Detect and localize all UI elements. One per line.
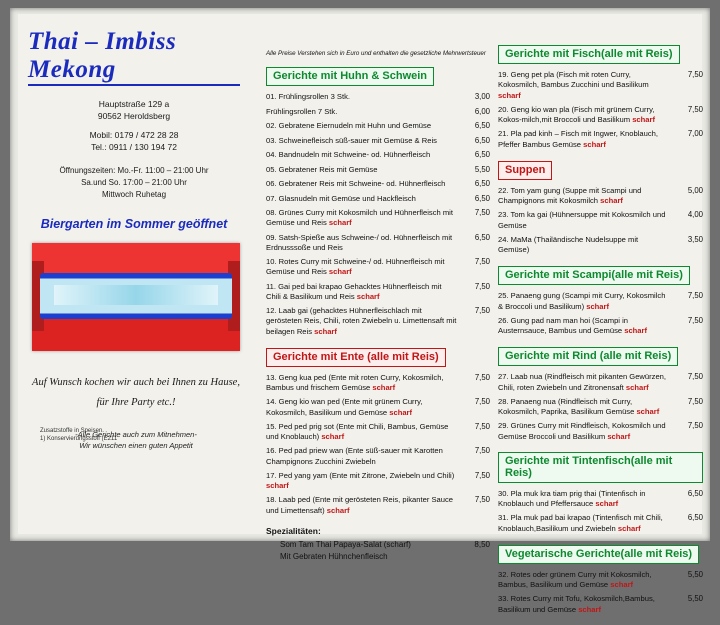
menu-item-price: 4,00: [687, 210, 703, 220]
additives-line-1: Zusatzstoffe in Speisen.: [40, 427, 104, 434]
menu-column-left: [266, 66, 490, 563]
menu-item-price: 7,50: [474, 257, 490, 267]
menu-item: [266, 179, 490, 190]
specialities-block: [266, 526, 490, 563]
additives-line-2: 1) Konservierungsstoff (E211: [40, 436, 118, 443]
menu-item-text: 29. Grünes Curry mit Rindfleisch, Kokosmilch und Gemüse Broccoli und Basilikum scharf: [498, 421, 666, 441]
catering-line-1: Auf Wunsch kochen wir auch bei Ihnen zu Hause,: [32, 377, 240, 389]
menu-item: [498, 235, 703, 256]
menu-item-price: 7,50: [687, 421, 703, 431]
menu-item: [266, 165, 490, 176]
spicy-label: scharf: [314, 326, 337, 336]
menu-section-scampi: [498, 265, 703, 336]
additives-footnote: [40, 427, 117, 444]
menu-item-price: 6,00: [474, 106, 490, 116]
spicy-label: scharf: [389, 407, 413, 417]
menu-item: [266, 495, 490, 516]
menu-item-price: 7,50: [474, 446, 490, 456]
menu-item-text: 10. Rotes Curry mit Schweine-/ od. Hühnerfleisch mit Gemüse und Reis scharf: [266, 257, 445, 277]
catering-note: [28, 373, 244, 413]
menu-item: [266, 257, 490, 278]
menu-item-text: 12. Laab gai (gehacktes Hühnerfleischlach mit gerösteten Reis, Chili, roten Zwiebeln u. Limettensaft mit beilagen Reis scharf: [266, 306, 457, 336]
menu-item: [498, 105, 703, 126]
menu-item-text: 24. MaMa (Thailändische Nudelsuppe mit Gemüse): [498, 234, 639, 254]
spicy-label: scharf: [326, 505, 350, 515]
menu-item-price: 6,50: [687, 513, 703, 523]
menu-item: [266, 136, 490, 147]
menu-item-text: 09. Satsh-Spieße aus Schweine-/ od. Hühnerfleisch mit Erdnusssoße und Reis: [266, 232, 453, 252]
menu-sheet: [18, 14, 703, 614]
menu-item-price: 7,50: [474, 470, 490, 480]
menu-item: [498, 129, 703, 150]
menu-item-price: 3,50: [687, 234, 703, 244]
menu-item-price: 7,50: [474, 306, 490, 316]
menu-item-text: 28. Panaeng nua (Rindfleisch mit Curry, Kokosmilch, Paprika, Basilikum Gemüse scharf: [498, 396, 660, 416]
spicy-label: scharf: [498, 90, 521, 100]
menu-item-price: 7,50: [474, 281, 490, 291]
speciality-price: 8,50: [474, 539, 490, 549]
section-heading-rind: Gerichte mit Rind (alle mit Reis): [498, 347, 678, 366]
menu-item-text: 30. Pla muk kra tiam prig thai (Tintenfisch in Knoblauch und Pfeffersauce scharf: [498, 488, 646, 508]
spicy-label: scharf: [624, 326, 648, 335]
menu-item: [498, 291, 703, 312]
menu-item-price: 6,50: [474, 193, 490, 203]
spicy-label: scharf: [610, 580, 634, 589]
menu-section-tintenfisch: [498, 452, 703, 534]
hours-line-1: Öffnungszeiten: Mo.-Fr. 11:00 – 21:00 Uhr: [59, 166, 209, 176]
menu-item-price: 7,50: [687, 315, 703, 325]
spicy-label: scharf: [372, 383, 396, 393]
takeaway-line-1: -Alle Gerichte auch zum Mitnehmen-: [75, 430, 197, 440]
menu-item: [498, 397, 703, 418]
menu-item-text: 13. Geng kua ped (Ente mit roten Curry, Kokosmilch, Bambus und frischem Gemüse scharf: [266, 372, 444, 393]
menu-item: [266, 373, 490, 394]
title-underline: [28, 84, 240, 86]
menu-item: [266, 282, 490, 303]
spicy-label: scharf: [328, 267, 352, 277]
menu-item-text: 26. Gung pad nam man hoi (Scampi in Austernsauce, Bambus und Gemüse scharf: [498, 315, 648, 335]
menu-item: [266, 471, 490, 492]
vat-disclaimer: Alle Preise Verstehen sich in Euro und enthalten die gesetzliche Mehrwertsteuer: [266, 50, 486, 57]
phone-line: Tel.: 0911 / 130 194 72: [91, 141, 177, 152]
spicy-label: scharf: [586, 301, 610, 311]
menu-item-text: 33. Rotes Curry mit Tofu, Kokosmilch,Bambus, Basilikum und Gemüse scharf: [498, 594, 655, 614]
menu-item-text: 11. Gai ped bai krapao Gehacktes Hühnerfleisch mit Chili & Basilikum und Reis scharf: [266, 281, 442, 301]
menu-item-price: 7,50: [474, 208, 490, 218]
menu-item-price: 5,00: [687, 185, 703, 195]
hours-line-2: Sa.und So. 17:00 – 21:00 Uhr: [81, 178, 187, 188]
spicy-label: scharf: [266, 481, 289, 491]
menu-section-ente: [266, 347, 490, 516]
menu-item-price: 7,50: [687, 291, 703, 301]
specialities-heading: Spezialitäten:: [266, 525, 321, 536]
menu-section-huhn_schwein: [266, 66, 490, 337]
menu-item-price: 6,50: [474, 232, 490, 242]
menu-item-price: 6,50: [474, 150, 490, 160]
menu-item: [498, 489, 703, 510]
speciality-line: [266, 551, 490, 563]
section-heading-tintenfisch: Gerichte mit Tintenfisch(alle mit Reis): [498, 452, 703, 483]
menu-item-price: 7,50: [687, 372, 703, 382]
address-line-2: 90562 Heroldsberg: [97, 111, 171, 122]
spicy-label: scharf: [617, 523, 641, 533]
menu-section-vegetarisch: [498, 544, 703, 615]
menu-item: [266, 233, 490, 254]
address-block: [28, 98, 240, 153]
section-heading-fisch: Gerichte mit Fisch(alle mit Reis): [498, 45, 680, 64]
menu-item-text: 23. Tom ka gai (Hühnersuppe mit Kokosmilch und Gemüse: [498, 210, 666, 230]
menu-item-text: 02. Gebratene Eiernudeln mit Huhn und Gemüse: [266, 121, 432, 131]
menu-item: [498, 186, 703, 207]
section-heading-vegetarisch: Vegetarische Gerichte(alle mit Reis): [498, 545, 699, 564]
menu-item-price: 6,50: [687, 488, 703, 498]
menu-item-price: 7,50: [474, 495, 490, 505]
address-line-1: Hauptstraße 129 a: [98, 99, 170, 109]
menu-item-text: 07. Glasnudeln mit Gemüse und Hackfleisch: [266, 193, 416, 203]
spicy-label: scharf: [321, 432, 345, 442]
menu-item-text: 19. Geng pet pla (Fisch mit roten Curry, Kokosmilch, Bambus Zucchini und Basilikum scharf: [498, 70, 649, 100]
menu-item-price: 6,50: [474, 179, 490, 189]
menu-item-price: 7,50: [687, 70, 703, 79]
menu-item: [498, 421, 703, 442]
biergarten-note: Biergarten im Sommer geöffnet: [40, 217, 228, 232]
menu-item-text: 22. Tom yam gung (Suppe mit Scampi und Champignons mit Kokosmilch scharf: [498, 185, 642, 205]
menu-item-price: 5,50: [474, 164, 490, 174]
menu-column-right: [498, 44, 703, 625]
spicy-label: scharf: [632, 115, 655, 124]
menu-item-text: 08. Grünes Curry mit Kokosmilch und Hühnerfleisch mit Gemüse und Reis scharf: [266, 208, 453, 228]
menu-item: [266, 194, 490, 205]
menu-section-suppen: [498, 160, 703, 256]
menu-item-text: 06. Gebratener Reis mit Schweine- od. Hühnerfleisch: [266, 179, 446, 189]
menu-item-text: 32. Rotes oder grünem Curry mit Kokosmilch, Bambus, Basilikum und Gemüse scharf: [498, 569, 652, 589]
menu-item: [266, 446, 490, 467]
mobile-line: Mobil: 0179 / 472 28 28: [89, 129, 179, 140]
menu-item: [498, 316, 703, 337]
speciality-text: Som Tam Thai Papaya-Salat (scharf): [280, 539, 411, 549]
menu-item-price: 6,50: [474, 135, 490, 145]
speciality-text: Mit Gebraten Hühnchenfleisch: [280, 551, 388, 561]
menu-item: [498, 372, 703, 393]
menu-item: [498, 594, 703, 615]
menu-item-price: 7,50: [474, 397, 490, 407]
speciality-price: [464, 551, 490, 563]
menu-item-text: 01. Frühlingsrollen 3 Stk.: [266, 92, 350, 101]
spicy-label: scharf: [583, 139, 606, 149]
menu-item-price: 7,50: [474, 372, 490, 382]
spicy-label: scharf: [356, 291, 380, 301]
menu-board: [10, 8, 710, 614]
menu-item: [266, 397, 490, 418]
menu-item-price: 3,00: [474, 92, 490, 101]
spicy-label: scharf: [578, 604, 601, 614]
menu-item: [498, 70, 703, 101]
menu-item-text: 16. Ped pad priew wan (Ente süß-sauer mit Karotten Champignons Zucchini Zwiebeln: [266, 446, 443, 466]
section-heading-huhn_schwein: Gerichte mit Huhn & Schwein: [266, 67, 434, 86]
spicy-label: scharf: [625, 382, 649, 392]
photo-center-band: [40, 273, 232, 319]
spicy-label: scharf: [328, 218, 352, 228]
catering-line-2: für Ihre Party etc.!: [96, 397, 176, 409]
section-heading-suppen: Suppen: [498, 161, 552, 180]
menu-item-text: 17. Ped yang yam (Ente mit Zitrone, Zwiebeln und Chili) scharf: [266, 470, 455, 491]
menu-item-text: 15. Ped ped prig sot (Ente mit Chili, Bambus, Gemüse und Knoblauch) scharf: [266, 421, 449, 442]
menu-item-price: 5,50: [687, 594, 703, 604]
menu-section-fisch: [498, 44, 703, 150]
menu-item: [498, 210, 703, 231]
menu-item-text: 04. Bandnudeln mit Schweine- od. Hühnerfleisch: [266, 150, 431, 160]
menu-item-text: 14. Geng kio wan ped (Ente mit grünem Curry, Kokosmilch, Basilikum und Gemüse scharf: [266, 397, 423, 417]
menu-item-text: 27. Laab nua (Rindfleisch mit pikanten Gewürzen, Chili, roten Zwiebeln und Zitronensaft scharf: [498, 372, 667, 392]
speciality-line: [266, 539, 490, 551]
menu-item: [266, 107, 490, 118]
spicy-label: scharf: [636, 407, 660, 416]
menu-item-text: 25. Panaeng gung (Scampi mit Curry, Kokosmilch & Broccoli und Basilikum) scharf: [498, 291, 666, 311]
menu-item-text: 31. Pla muk pad bai krapao (Tintenfisch mit Chili, Knoblauch,Basilikum und Zwiebeln scharf: [498, 513, 663, 533]
menu-item: [266, 422, 490, 443]
section-heading-ente: Gerichte mit Ente (alle mit Reis): [266, 348, 446, 367]
spicy-label: scharf: [607, 431, 631, 441]
menu-item: [498, 570, 703, 591]
section-heading-scampi: Gerichte mit Scampi(alle mit Reis): [498, 266, 690, 285]
decorative-photo: [32, 243, 240, 351]
menu-item: [266, 121, 490, 132]
menu-item-text: 21. Pla pad kinh – Fisch mit Ingwer, Knoblauch, Pfeffer Bambus Gemüse scharf: [498, 129, 658, 149]
menu-item: [266, 208, 490, 229]
restaurant-info-column: [28, 14, 258, 452]
menu-item-text: 03. Schweinefleisch süß-sauer mit Gemüse & Reis: [266, 135, 437, 145]
menu-item-price: 5,50: [687, 569, 703, 579]
hours-line-3: Mittwoch Ruhetag: [101, 190, 167, 200]
menu-item: [266, 150, 490, 161]
menu-item-price: 7,50: [474, 421, 490, 431]
menu-item: [498, 513, 703, 534]
menu-item-text: 20. Geng kio wan pla (Fisch mit grünem Curry, Kokos-milch,mit Broccoli und Basilikum scharf: [498, 104, 655, 124]
page-title: Thai – Imbiss Mekong: [28, 28, 177, 83]
spicy-label: scharf: [595, 499, 619, 508]
menu-item-text: Frühlingsrollen 7 Stk.: [266, 106, 338, 116]
opening-hours: [28, 165, 240, 201]
menu-item-text: 18. Laab ped (Ente mit gerösteten Reis, pikanter Sauce und Limettensaft) scharf: [266, 495, 454, 515]
menu-item: [266, 306, 490, 337]
menu-item-price: 7,50: [687, 104, 703, 114]
menu-item-price: 7,00: [687, 129, 703, 139]
menu-item-price: 7,50: [687, 396, 703, 406]
takeaway-line-2: Wir wünschen einen guten Appetit: [79, 441, 193, 451]
menu-item-text: 05. Gebratener Reis mit Gemüse: [266, 164, 378, 174]
menu-item-price: 6,50: [474, 121, 490, 131]
menu-item: [266, 92, 490, 103]
menu-section-rind: [498, 346, 703, 442]
spicy-label: scharf: [600, 196, 623, 205]
